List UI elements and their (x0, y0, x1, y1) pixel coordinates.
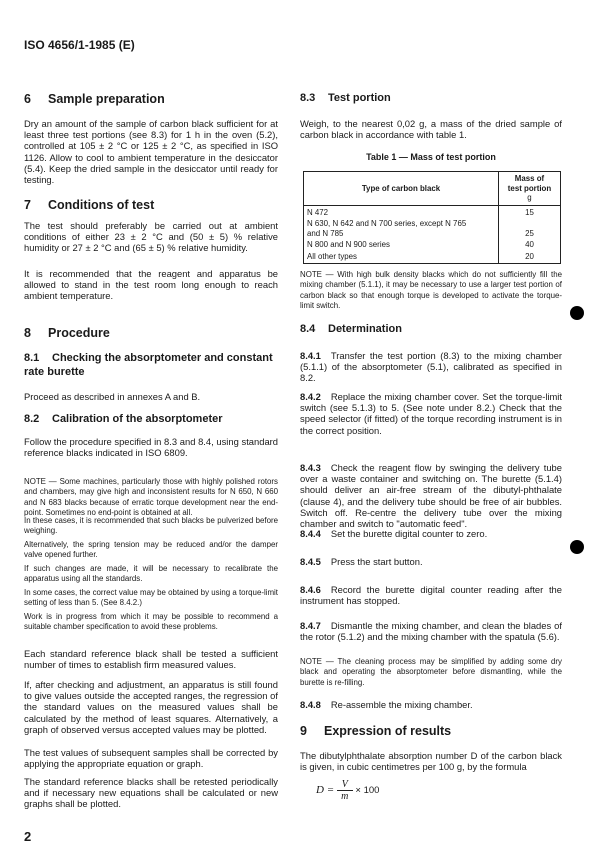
section-8-2-paragraph: If, after checking and adjustment, an apparatus is still found to give values outside the accepted ranges, the regression of the standard values on the measured values shall be calculated by the method of least squares. Alternatively, a graph of observed versus accepted values may be plotted. (24, 679, 278, 735)
section-8-1-heading (24, 352, 278, 379)
test-portion-mass: 25 (499, 217, 561, 238)
formula-fraction (337, 779, 353, 802)
step-text: Set the burette digital counter to zero. (330, 528, 488, 539)
section-8-3-text: Weigh, to the nearest 0,02 g, a mass of the dried sample of carbon black in accordance with table 1. (300, 118, 562, 141)
section-8-2-paragraph: The test values of subsequent samples shall be corrected by applying the appropriate equation or graph. (24, 747, 278, 770)
step-text: Press the start button. (330, 556, 423, 567)
step-8-4-4 (300, 528, 562, 539)
carbon-black-type: N 630, N 642 and N 700 series, except N 765 and N 785 (307, 219, 467, 238)
numerator: V (341, 779, 348, 790)
step-number: 8.4.4 (300, 528, 321, 539)
section-9-text: The dibutylphthalate absorption number D of the carbon black is given, in cubic centimetres per 100 g, by the formula (300, 750, 562, 773)
section-title: Checking the absorptometer and constant rate burette (24, 352, 273, 378)
section-number: 6 (24, 92, 31, 106)
section-7-heading (24, 198, 278, 212)
section-8-1-text: Proceed as described in annexes A and B. (24, 391, 201, 402)
table-row (304, 217, 561, 238)
step-8-4-2 (300, 391, 562, 436)
section-title: Test portion (328, 92, 391, 104)
step-8-4-3 (300, 462, 562, 529)
carbon-black-type: N 800 and N 900 series (307, 240, 390, 249)
step-text: Replace the mixing chamber cover. Set the torque-limit switch (see 5.1.3) to 5. (See note under 8.2.) Check that the speed selector (if fitted) of the torque recording instrument is in the correct position. (300, 391, 562, 436)
section-6-text: Dry an amount of the sample of carbon black sufficient for at least three test portions (see 8.3) for 1 h in the oven (5.2), controlled at 105 ± 2 °C or 125 ± 2 °C, as specified in ISO 1126. Allow to cool to ambient temperature in the desiccator (5.4). Keep the dried sample in the desiccator until ready for testing. (24, 118, 278, 186)
section-title: Expression of results (324, 724, 452, 738)
document-header: ISO 4656/1-1985 (E) (24, 38, 135, 52)
test-portion-mass: 15 (499, 205, 561, 217)
section-number: 8 (24, 326, 31, 340)
note: In some cases, the correct value may be obtained by using a torque-limit setting of less than 5. (See 8.4.2.) (24, 588, 278, 608)
mass-table (303, 171, 561, 264)
step-8-4-5 (300, 556, 562, 567)
section-title: Sample preparation (48, 92, 165, 106)
header-unit: g (527, 193, 532, 202)
section-title: Procedure (48, 326, 110, 340)
note: NOTE — With high bulk density blacks which do not sufficiently fill the mixing chamber (5.1.1), it may be necessary to use a larger test portion of carbon black so that enough torque is developed to activate the torque-limit switch. (300, 270, 562, 311)
step-number: 8.4.7 (300, 620, 321, 631)
column-header-mass (499, 172, 561, 206)
step-number: 8.4.3 (300, 462, 321, 473)
section-6-heading (24, 92, 278, 106)
formula-rhs: × 100 (355, 785, 380, 797)
section-number: 8.2 (24, 413, 40, 425)
step-number: 8.4.2 (300, 391, 321, 402)
table-caption: Table 1 — Mass of test portion (366, 152, 496, 162)
formula-lhs: D = (316, 784, 335, 797)
table-row (304, 238, 561, 250)
column-header-type: Type of carbon black (304, 172, 499, 206)
note: Alternatively, the spring tension may be reduced and/or the damper valve opened further. (24, 540, 278, 560)
test-portion-mass: 20 (499, 250, 561, 264)
note: In these cases, it is recommended that such blacks be pulverized before weighing. (24, 516, 278, 536)
note: NOTE — Some machines, particularly those with highly polished rotors and chambers, may give high and inconsistent results for N 650, N 660 and N 683 blacks because of erratic torque development near the end-point. Sometimes no end-point is obtained at all. (24, 477, 278, 518)
page-number: 2 (24, 829, 32, 844)
test-portion-mass: 40 (499, 238, 561, 250)
table-row (304, 250, 561, 264)
section-8-4-heading (300, 323, 562, 337)
step-8-4-1 (300, 350, 562, 384)
formula (316, 779, 379, 802)
section-8-2-heading (24, 413, 278, 427)
section-number: 8.4 (300, 323, 316, 335)
punch-hole-icon (570, 540, 584, 554)
section-title: Determination (328, 323, 402, 335)
section-8-3-heading (300, 92, 562, 106)
note: Work is in progress from which it may be possible to recommend a suitable chamber specification to avoid these problems. (24, 612, 278, 632)
section-number: 9 (300, 724, 307, 738)
section-8-2-paragraph: Follow the procedure specified in 8.3 and 8.4, using standard reference blacks indicated in ISO 6809. (24, 436, 278, 459)
punch-hole-icon (570, 306, 584, 320)
step-number: 8.4.1 (300, 350, 321, 361)
step-text: Transfer the test portion (8.3) to the mixing chamber (5.1.1) of the absorptometer (5.1), calibrated as specified in 8.2. (300, 350, 562, 384)
step-8-4-8 (300, 699, 562, 710)
denominator: m (341, 791, 349, 802)
step-text: Dismantle the mixing chamber, and clean the blades of the rotor (5.1.2) and the mixing chamber with the spatula (5.6). (300, 620, 562, 643)
step-8-4-7 (300, 620, 562, 642)
note: If such changes are made, it will be necessary to recalibrate the apparatus using all the standards. (24, 564, 278, 584)
section-9-heading (300, 724, 562, 738)
step-8-4-6 (300, 584, 562, 606)
section-number: 8.3 (300, 92, 316, 104)
section-number: 7 (24, 198, 31, 212)
header-line: Mass of (514, 174, 545, 183)
note: NOTE — The cleaning process may be simplified by adding some dry black and operating the absorptometer before dismantling, while the burette is re-filling. (300, 657, 562, 687)
carbon-black-type: N 472 (307, 207, 329, 217)
section-8-heading (24, 326, 278, 340)
table-header-row (304, 172, 561, 206)
section-8-2-paragraph: Each standard reference black shall be tested a sufficient number of times to establish firm measured values. (24, 648, 278, 671)
section-number: 8.1 (24, 352, 40, 364)
step-text: Record the burette digital counter reading after the instrument has stopped. (300, 584, 562, 607)
header-line: test portion (507, 183, 552, 193)
step-text: Re-assemble the mixing chamber. (330, 699, 473, 710)
section-7-paragraph: It is recommended that the reagent and apparatus be allowed to stand in the test room long enough to reach ambient temperature. (24, 268, 278, 302)
section-title: Conditions of test (48, 198, 155, 212)
step-number: 8.4.5 (300, 556, 321, 567)
table-row (304, 205, 561, 217)
step-number: 8.4.6 (300, 584, 321, 595)
step-number: 8.4.8 (300, 699, 321, 710)
section-title: Calibration of the absorptometer (52, 413, 223, 425)
section-7-paragraph: The test should preferably be carried out at ambient conditions of either 23 ± 2 °C and (50 ± 5) % relative humidity or 27 ± 2 °C and (65 ± 5) % relative humidity. (24, 220, 278, 254)
step-text: Check the reagent flow by swinging the delivery tube over a waste container and switching on. The burette (5.1.4) should deliver an air-free stream of the dibutyl-phthalate (clause 4), and the delivery tube should be free of air bubbles. Switch off. Re-centre the delivery tube over the mixing chamber and switch to "automatic feed". (300, 462, 562, 530)
carbon-black-type: All other types (307, 251, 357, 261)
section-8-2-paragraph: The standard reference blacks shall be retested periodically and if necessary new equations shall be calculated or new graphs shall be plotted. (24, 776, 278, 810)
